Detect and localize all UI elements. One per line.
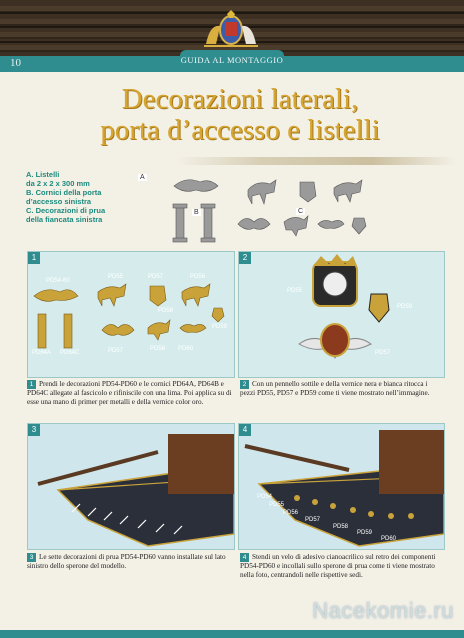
- step-4-number: 4: [239, 424, 251, 436]
- step-4-panel: [238, 423, 445, 550]
- legend-line: C. Decorazioni di prua: [26, 206, 106, 215]
- legend-line: A. Listelli: [26, 170, 60, 179]
- step-1-caption: [27, 380, 233, 408]
- step-2-panel: [238, 251, 445, 378]
- part-label: PD58: [158, 308, 174, 314]
- step-3-panel: [27, 423, 235, 550]
- part-label-b: B: [194, 209, 199, 216]
- step-1-caption-number: 1: [27, 380, 36, 389]
- part-label: PD56: [190, 274, 206, 280]
- royal-crest-icon: [196, 10, 266, 50]
- step-3-number: 3: [28, 424, 40, 436]
- part-label: PD57: [148, 274, 164, 280]
- title-decoration: [176, 157, 456, 165]
- step-3-photo: [28, 424, 234, 549]
- part-label: PD54: [257, 494, 273, 500]
- part-label: PD64A: [32, 350, 52, 356]
- step-2-photo: [239, 252, 444, 377]
- footer-bar: [0, 630, 464, 638]
- step-1-number: 1: [28, 252, 40, 264]
- part-label: PD58: [150, 346, 166, 352]
- part-label: PD55: [269, 502, 285, 508]
- title-line-1: Decorazioni laterali,: [121, 83, 359, 115]
- part-label: PD64C: [60, 350, 80, 356]
- step-3-text: Le sette decorazioni di prua PD54-PD60 vanno installate sul lato sinistro dello sperone del modello.: [27, 553, 226, 571]
- parts-photo: [138, 172, 388, 250]
- step-4-photo: [239, 424, 444, 549]
- part-label: PD56: [283, 510, 299, 516]
- watermark: Nacekomie.ru: [312, 598, 454, 623]
- part-label: PD57: [375, 350, 391, 356]
- step-3-caption-number: 3: [27, 553, 36, 562]
- step-3-caption: [27, 553, 233, 571]
- legend-line: della fiancata sinistra: [26, 215, 103, 224]
- part-label: PD59: [397, 304, 413, 310]
- part-label: PD55: [108, 274, 124, 280]
- title-line-2: porta d’accesso e listelli: [100, 114, 380, 146]
- part-label: PD59: [212, 324, 228, 330]
- part-label: PD58: [333, 524, 349, 530]
- step-2-caption-number: 2: [240, 380, 249, 389]
- step-4-caption: [240, 553, 443, 581]
- part-label: PD55: [287, 288, 303, 294]
- part-label: PD57: [108, 348, 124, 354]
- page-title: [60, 84, 420, 146]
- step-4-caption-number: 4: [240, 553, 249, 562]
- step-2-text: Con un pennello sottile e della vernice nera e bianca ritocca i pezzi PD55, PD57 e PD59 come ti viene mostrato nell’immagine.: [240, 380, 430, 398]
- part-label: PD54-60: [46, 278, 70, 284]
- part-label-a: A: [140, 174, 145, 181]
- legend-line: da 2 x 2 x 300 mm: [26, 179, 90, 188]
- step-4-text: Stendi un velo di adesivo cianoacrilico sul retro dei componenti PD54-PD60 e incollali sullo sperone di prua come ti viene mostrato nella foto, centrandoli nelle rispettive sedi.: [240, 553, 436, 580]
- part-label: PD59: [357, 530, 373, 536]
- step-1-text: Prendi le decorazioni PD54-PD60 e le cornici PD64A, PD64B e PD64C allegate al fascicolo e rifiniscile con una lima. Poi applica su di esse una mano di primer per metalli e della vernice color oro.: [27, 380, 232, 407]
- part-label: PD57: [305, 517, 321, 523]
- page-number: 10: [10, 57, 21, 69]
- step-1-photo: [28, 252, 234, 377]
- step-2-caption: [240, 380, 443, 398]
- legend-line: B. Cornici della porta: [26, 188, 102, 197]
- legend-line: d’accesso sinistra: [26, 197, 92, 206]
- part-label: PD60: [381, 536, 397, 542]
- step-2-number: 2: [239, 252, 251, 264]
- parts-illustration: [138, 172, 388, 250]
- parts-legend: [26, 170, 136, 224]
- step-1-panel: [27, 251, 235, 378]
- part-label: PD60: [178, 346, 194, 352]
- part-label-c: C: [298, 208, 304, 215]
- section-tab: GUIDA AL MONTAGGIO: [180, 50, 284, 70]
